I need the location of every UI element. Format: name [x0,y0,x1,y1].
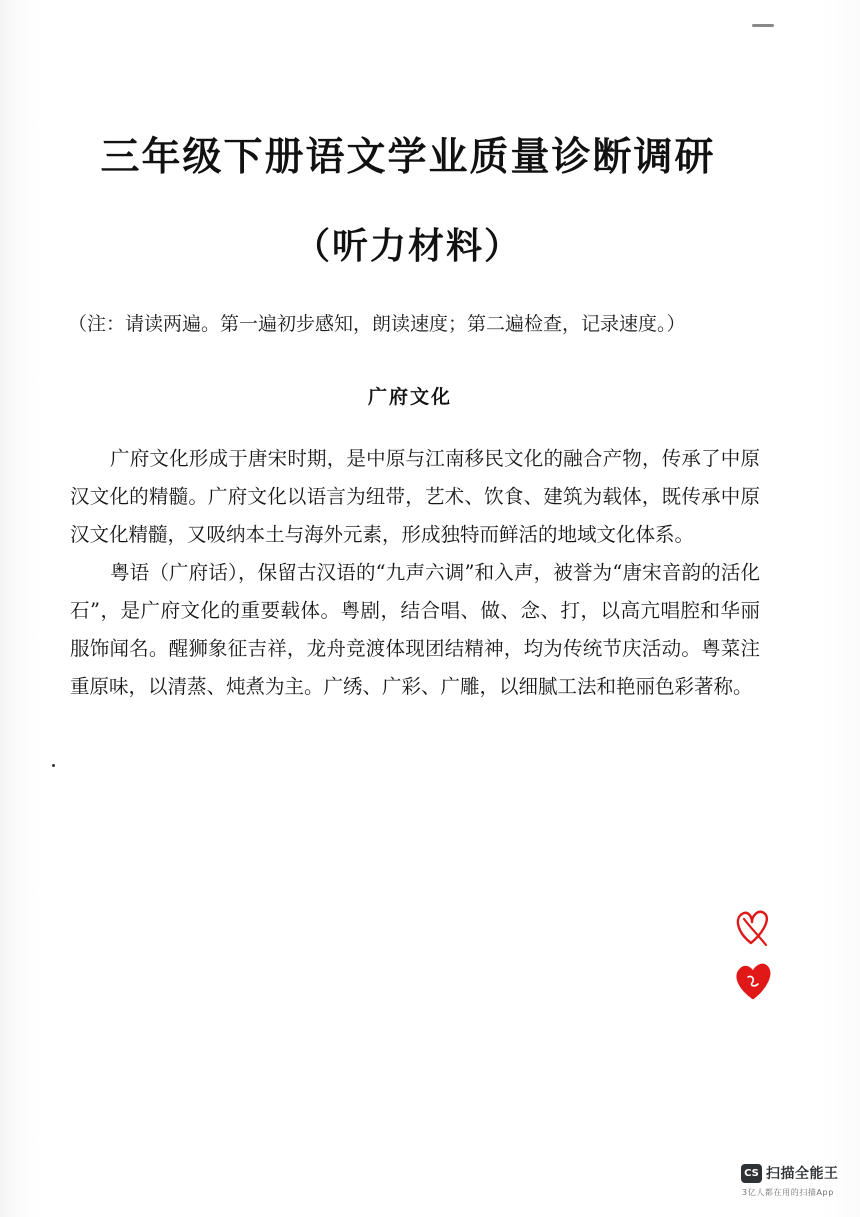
reading-instructions: （注：请读两遍。第一遍初步感知，朗读速度；第二遍检查，记录速度。） [68,313,686,335]
watermark-app-name: 扫描全能王 [766,1166,839,1182]
paragraph-2: 粤语（广府话），保留古汉语的“九声六调”和入声，被誉为“唐宋音韵的活化石”，是广府文化的重要载体。粤剧，结合唱、做、念、打，以高亢唱腔和华丽服饰闻名。醒狮象征吉祥，龙舟竞渡体现团结精神，均为传统节庆活动。粤菜注重原味，以清蒸、炖煮为主。广绣、广彩、广雕，以细腻工法和艳丽色彩著称。 [70,561,760,698]
document-subtitle: （听力材料） [293,225,522,267]
passage-body [70,440,760,706]
margin-dot [52,764,55,767]
watermark-tagline: 3亿人都在用的扫描App [742,1188,834,1197]
paragraph-1: 广府文化形成于唐宋时期，是中原与江南移民文化的融合产物，传承了中原汉文化的精髓。广府文化以语言为纽带，艺术、饮食、建筑为载体，既传承中原汉文化精髓，又吸纳本土与海外元素，形成独特而鲜活的地域文化体系。 [70,447,760,546]
scanner-watermark [741,1164,851,1209]
camscanner-logo-icon: CS [741,1164,762,1183]
scan-smudge [752,24,774,27]
document-title: 三年级下册语文学业质量诊断调研 [100,134,716,180]
filled-heart-icon [738,965,770,998]
handwritten-grade-marks [728,905,778,1005]
section-heading: 广府文化 [367,386,452,408]
heart-doodle-icon [738,912,767,945]
